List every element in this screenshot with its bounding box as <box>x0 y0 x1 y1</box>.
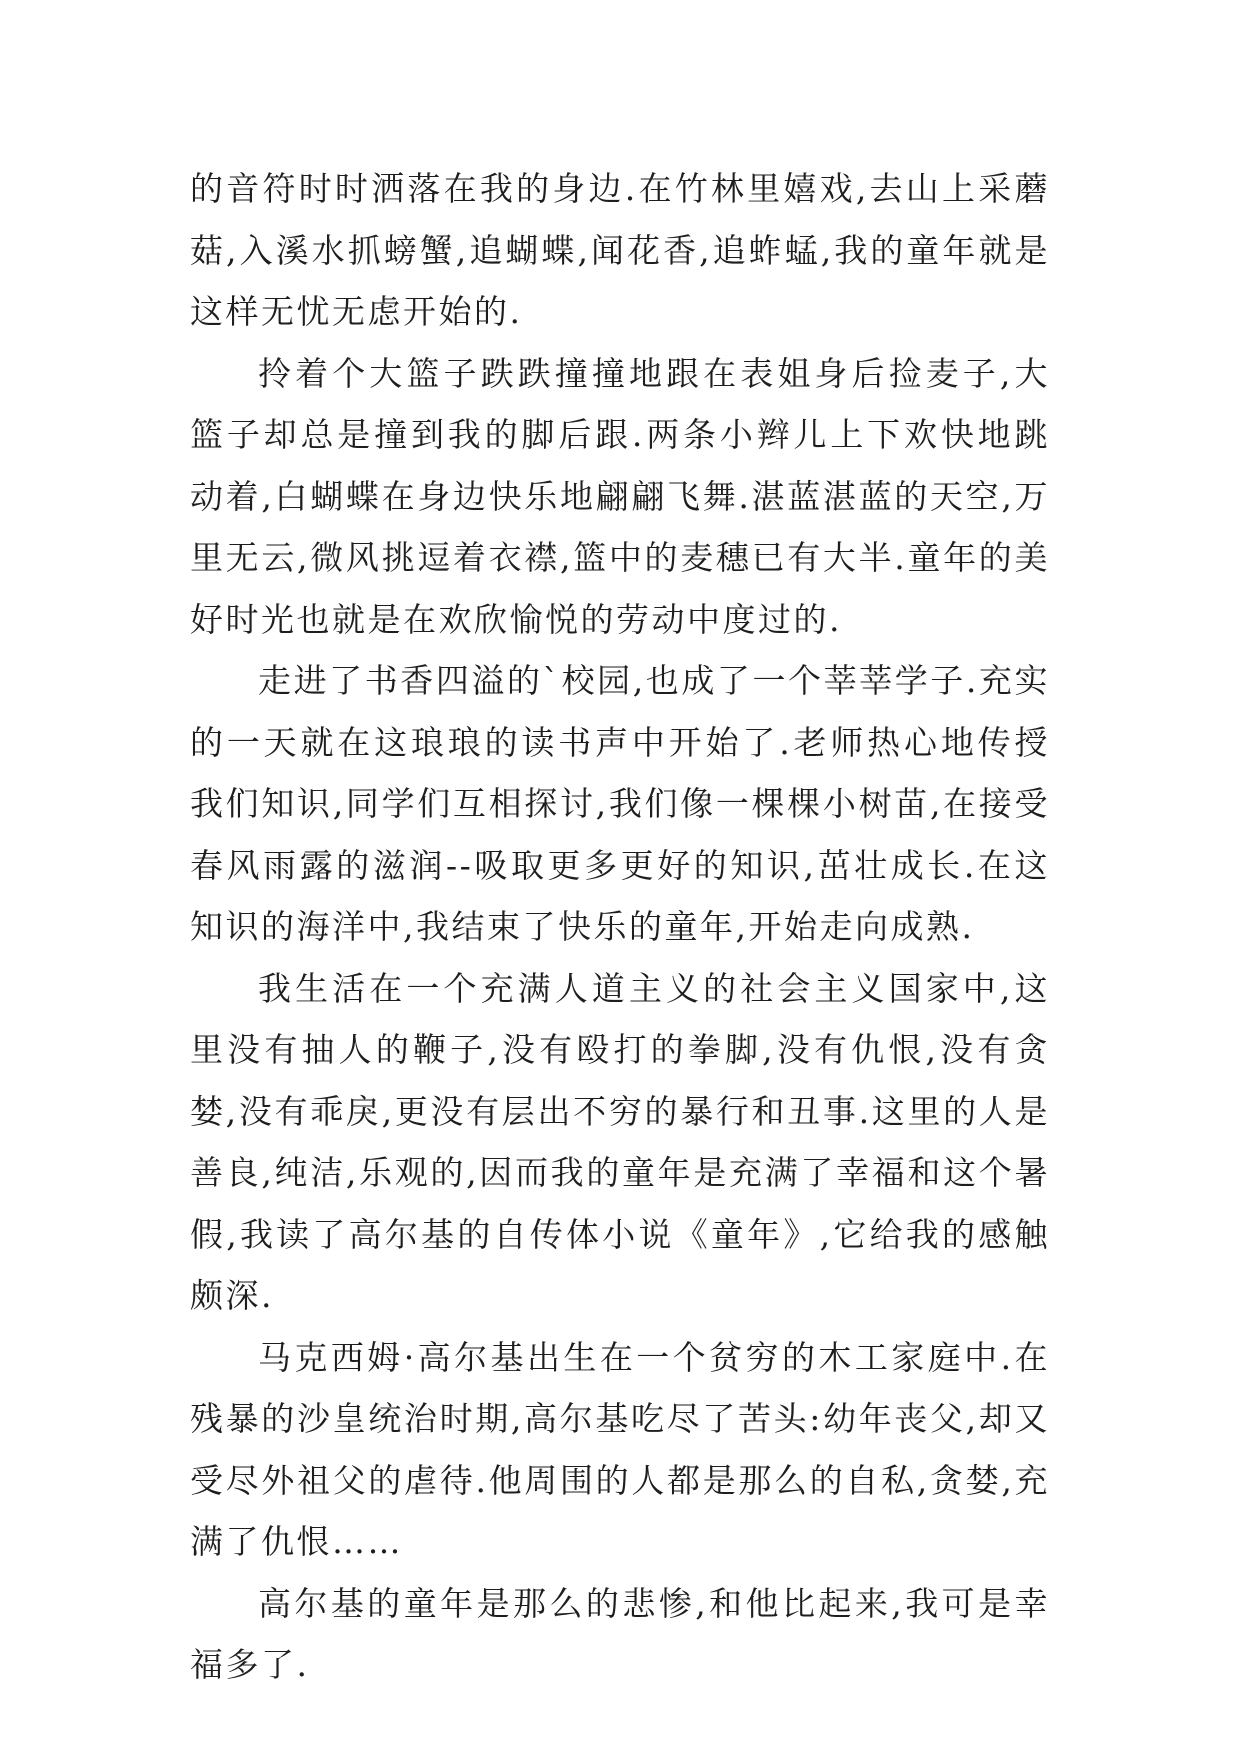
paragraph-5: 马克西姆·高尔基出生在一个贫穷的木工家庭中.在残暴的沙皇统治时期,高尔基吃尽了苦头:幼年丧父,却又受尽外祖父的虐待.他周围的人都是那么的自私,贪婪,充满了仇恨…… <box>190 1337 1050 1561</box>
essay-body <box>190 158 1050 1696</box>
paragraph-2: 拎着个大篮子跌跌撞撞地跟在表姐身后捡麦子,大篮子却总是撞到我的脚后跟.两条小辫儿上下欢快地跳动着,白蝴蝶在身边快乐地翩翩飞舞.湛蓝湛蓝的天空,万里无云,微风挑逗着衣襟,篮中的麦穗已有大半.童年的美好时光也就是在欢欣愉悦的劳动中度过的. <box>190 353 1050 639</box>
paragraph-1: 的音符时时洒落在我的身边.在竹林里嬉戏,去山上采蘑菇,入溪水抓螃蟹,追蝴蝶,闻花香,追蚱蜢,我的童年就是这样无忧无虑开始的. <box>190 169 1050 331</box>
paragraph-3: 走进了书香四溢的`校园,也成了一个莘莘学子.充实的一天就在这琅琅的读书声中开始了.老师热心地传授我们知识,同学们互相探讨,我们像一棵棵小树苗,在接受春风雨露的滋润--吸取更多更好的知识,茁壮成长.在这知识的海洋中,我结束了快乐的童年,开始走向成熟. <box>190 661 1050 946</box>
paragraph-6: 高尔基的童年是那么的悲惨,和他比起来,我可是幸福多了. <box>190 1583 1050 1684</box>
paragraph-4: 我生活在一个充满人道主义的社会主义国家中,这里没有抽人的鞭子,没有殴打的拳脚,没有仇恨,没有贪婪,没有乖戾,更没有层出不穷的暴行和丑事.这里的人是善良,纯洁,乐观的,因而我的童年是充满了幸福和这个暑假,我读了高尔基的自传体小说《童年》,它给我的感触颇深. <box>190 968 1050 1315</box>
